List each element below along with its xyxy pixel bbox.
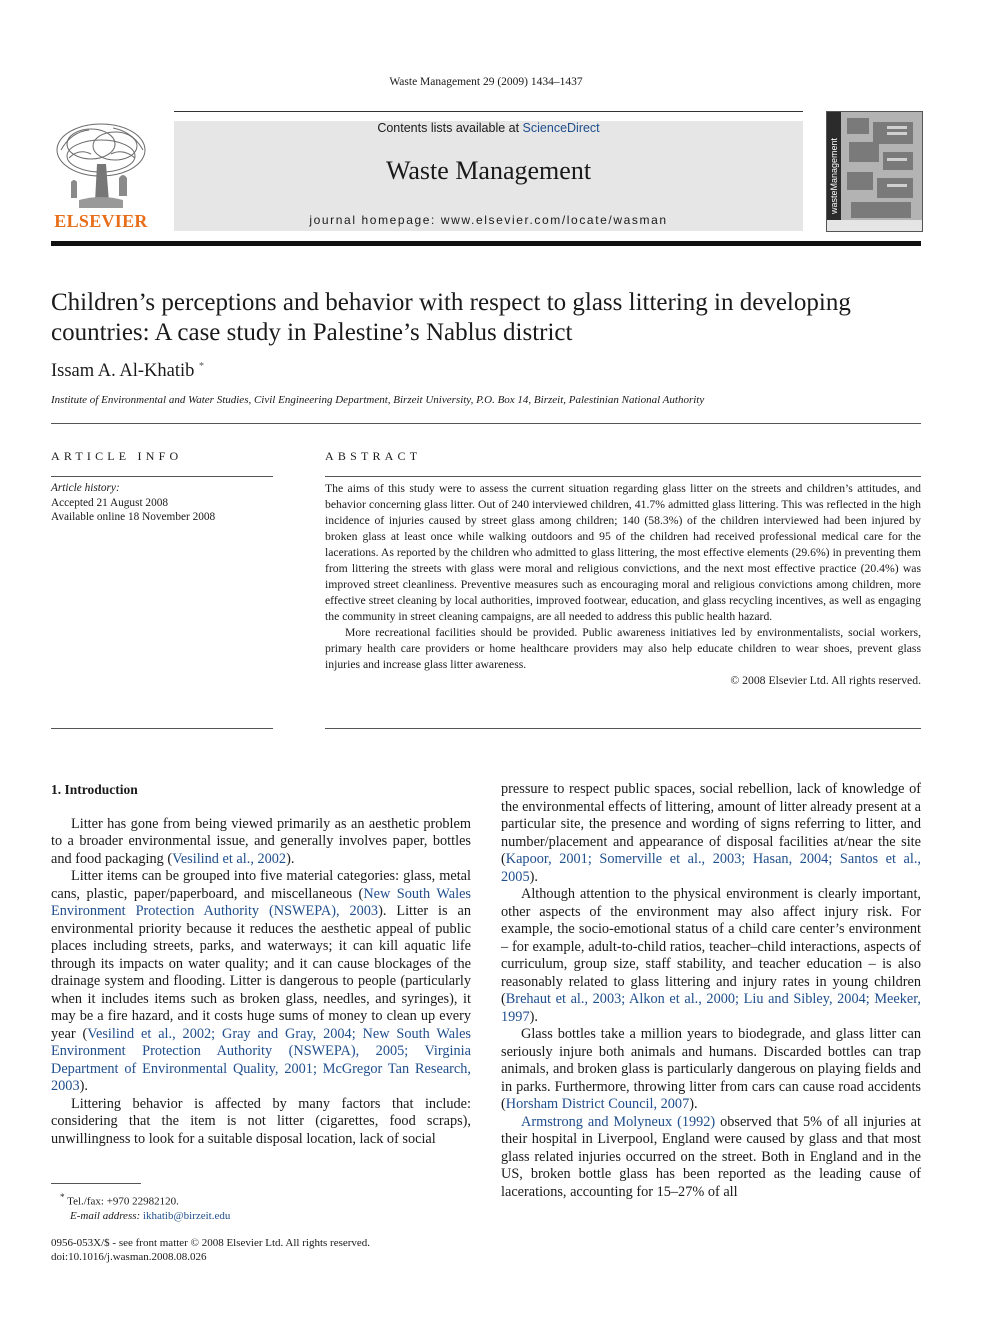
header-thick-rule — [51, 241, 921, 246]
citation-link[interactable]: Vesilind et al., 2002; Gray and Gray, 2004; New South Wales Environment Protection Authority (NSWEPA), 2005; Virginia Department of Environmental Quality, 2001; McGregor Tan Research, 2003 — [51, 1025, 471, 1094]
journal-homepage[interactable]: journal homepage: www.elsevier.com/locate/wasman — [309, 213, 668, 227]
corresponding-author-footnote — [60, 1190, 230, 1223]
abstract-bottom-rule — [325, 728, 921, 729]
author-name[interactable]: Issam A. Al-Khatib — [51, 361, 195, 382]
article-info-rule — [51, 476, 273, 477]
sciencedirect-link[interactable]: ScienceDirect — [522, 121, 600, 135]
citation-link[interactable]: Armstrong and Molyneux (1992) — [521, 1113, 716, 1130]
footnote-rule — [51, 1183, 141, 1184]
history-label: Article history: — [51, 482, 120, 494]
available-online-date: Available online 18 November 2008 — [51, 511, 216, 523]
body-column-left — [51, 781, 471, 1148]
footnote-email-line — [60, 1209, 230, 1223]
abstract-body — [325, 481, 921, 689]
paragraph-text: pressure to respect public spaces, social rebellion, lack of knowledge of the environmental effects of littering, amount of litter already present at a particular site, the presence and wording of signs referring to litter, and number/placement and appearance of disposal facilities at/near the site ( — [501, 781, 921, 867]
paragraph-text: ). — [79, 1078, 88, 1094]
body-column-right — [501, 781, 921, 1201]
contents-availability — [174, 121, 803, 135]
citation-link[interactable]: New South Wales Environment Protection Authority (NSWEPA), 2003 — [51, 885, 471, 919]
body-paragraph: Littering behavior is affected by many factors that include: considering that the item is not litter (cigarettes, food scraps), unwillingness to look for a suitable disposal location, lack of social — [51, 1095, 471, 1147]
paragraph-text: ). — [286, 850, 295, 867]
body-paragraph — [501, 1026, 921, 1114]
article-history — [51, 481, 215, 525]
citation-link[interactable]: Horsham District Council, 2007 — [505, 1096, 690, 1112]
body-paragraph — [501, 781, 921, 886]
journal-cover-image — [826, 111, 923, 232]
paragraph-text: ). — [529, 1008, 538, 1025]
citation-link[interactable]: Kapoor, 2001; Somerville et al., 2003; Hasan, 2004; Santos et al., 2005 — [501, 851, 921, 885]
body-paragraph — [501, 886, 921, 1026]
abstract-heading: ABSTRACT — [325, 449, 422, 463]
journal-citation: Waste Management 29 (2009) 1434–1437 — [389, 76, 583, 88]
section-rule — [51, 423, 921, 424]
paragraph-text: Litter items can be grouped into five material categories: glass, metal cans, plastic, paper/paperboard, and miscellaneous ( — [51, 868, 471, 902]
footnote-tel-line — [60, 1190, 230, 1209]
footnote-mark: * — [60, 1192, 65, 1202]
paragraph-text: ). — [529, 868, 538, 885]
author-footnote-mark[interactable]: * — [199, 361, 204, 372]
imprint — [51, 1236, 370, 1264]
footnote-tel: Tel./fax: +970 22982120. — [67, 1195, 179, 1208]
header-rule — [174, 111, 803, 112]
body-paragraph — [501, 1114, 921, 1202]
contents-prefix: Contents lists available at — [377, 121, 523, 135]
doi-line[interactable]: doi:10.1016/j.wasman.2008.08.026 — [51, 1251, 207, 1263]
accepted-date: Accepted 21 August 2008 — [51, 496, 169, 509]
paragraph-text: ). — [689, 1096, 698, 1112]
body-paragraph — [51, 868, 471, 1096]
copyright-notice: © 2008 Elsevier Ltd. All rights reserved. — [730, 674, 921, 687]
citation-link[interactable]: Brehaut et al., 2003; Alkon et al., 2000; Liu and Sibley, 2004; Meeker, 1997 — [501, 991, 921, 1025]
elsevier-wordmark: ELSEVIER — [54, 211, 148, 231]
paragraph-text: observed that 5% of all injuries at their hospital in Liverpool, England were caused by glass and that most glass related injuries occurred on the street. Both in England and in the US, broken bottle glass has been reported as the leading cause of lacerations, accounting for 15–27% of all — [501, 1113, 921, 1200]
article-info-bottom-rule — [51, 728, 273, 729]
email-link[interactable]: ikhatib@birzeit.edu — [142, 1209, 231, 1222]
paragraph-text: Although attention to the physical environment is clearly important, other aspects of the environment may also affect injury risk. For example, the socio-emotional status of a child care center’s environment – for example, adult-to-child ratios, teacher–child interactions, aspects of curriculum, group size, staff stability, and teacher education – is also reasonably related to glass littering and injury rates in young children ( — [501, 886, 921, 1007]
paragraph-text: Glass bottles take a million years to biodegrade, and glass litter can seriously injure both animals and humans. Discarded bottles can trap animals, and broken glass is particularly dangerous on playing fields and in parks. Furthermore, throwing litter from cars can cause road accidents ( — [501, 1026, 921, 1112]
abstract-paragraph: The aims of this study were to assess the current situation regarding glass litter on the streets and children’s attitudes, and behavior concerning glass litter. Out of 240 interviewed children, 41.7% admitted glass littering. This was reflected in the high incidence of injuries caused by street glass among children; 140 (58.3%) of the children interviewed had been injured by broken glass at least once while walking outdoors and 95 of the children had received professional medical care for the lacerations. As reported by the children who admitted to glass littering, the most effective elements (29.6%) in preventing them from littering the streets with glass were moral and religious convictions, and the next most effective practice (20.4%) was improved street cleanliness. Preventive measures such as encouraging moral and religious convictions among children, more effective street cleaning by local authorities, improved footwear, education, and glass recycling incentives, as well as engaging the community in street cleaning campaigns, are all needed to address this public health hazard. — [325, 482, 921, 623]
abstract-rule — [325, 476, 921, 477]
cover-spine-text: wasteManagement — [829, 137, 839, 214]
body-paragraph — [51, 816, 471, 869]
author-affiliation: Institute of Environmental and Water Studies, Civil Engineering Department, Birzeit University, P.O. Box 14, Birzeit, Palestinian National Authority — [51, 394, 705, 406]
email-label: E-mail address: — [70, 1209, 141, 1222]
section-heading-introduction: 1. Introduction — [51, 782, 138, 797]
paragraph-text: ). Litter is an environmental priority because it reduces the aesthetic appeal of public places including streets, parks, and waterways; it can kill aquatic life through its impacts on water quality; and it can cause blockages of the drainage system and flooding. Litter is dangerous to people (particularly when it includes items such as broken glass, needles, and syringes), it may be a fire hazard, and it costs huge sums of money to clean up every year ( — [51, 903, 471, 1042]
article-title: Children’s perceptions and behavior with respect to glass littering in developing countries: A case study in Palestine’s Nablus district — [51, 289, 851, 346]
article-info-heading: ARTICLE INFO — [51, 449, 183, 463]
author-line — [51, 361, 204, 382]
issn-line: 0956-053X/$ - see front matter © 2008 Elsevier Ltd. All rights reserved. — [51, 1237, 371, 1249]
citation-link[interactable]: Vesilind et al., 2002 — [172, 850, 287, 867]
journal-title: Waste Management — [385, 156, 592, 185]
paragraph-text: Litter has gone from being viewed primarily as an aesthetic problem to a broader environmental issue, and generally involves paper, bottles and food packaging ( — [51, 815, 471, 867]
abstract-paragraph: More recreational facilities should be provided. Public awareness initiatives led by environmentalists, social workers, primary health care providers or home healthcare providers may also help educate children to wear shoes, prevent glass injuries and increase glass litter awareness. — [325, 626, 921, 671]
